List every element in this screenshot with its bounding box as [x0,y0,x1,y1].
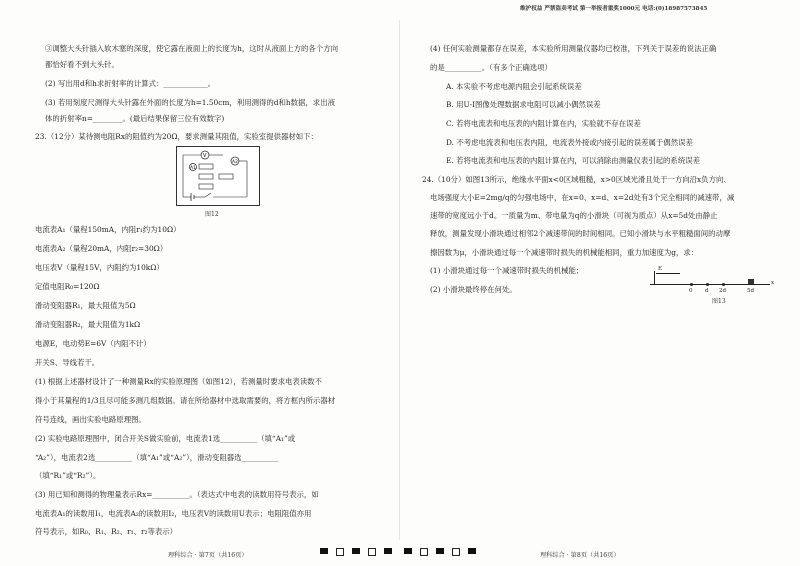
registration-mark [336,548,344,556]
text-line: (3) 若用刻度尺测得大头针露在外面的长度为h=1.50cm，利用测得的d和h数据，求出液 [45,98,335,107]
x-axis [650,284,770,285]
question-line: 符号连线，画出实验电路原理图。 [35,415,146,424]
text-line: 速带的宽度远小于d。一质量为m、带电量为q的小滑块（可视为质点）从x=5d处由静止 [430,211,718,220]
registration-mark [320,548,328,554]
registration-mark [368,548,376,556]
material-item: 电源E，电动势E=6V（内阻不计） [35,339,151,348]
circuit-figure-12 [176,146,260,206]
question-line: （填“R₁”或“R₂”）。 [35,471,101,480]
figure-12-caption: 图12 [205,211,219,218]
speed-bump-marker [690,283,693,286]
question-line: (1) 根据上述器材设计了一种测量Rx的实验原理图（如图12），若测量时要求电表读数不 [35,377,322,386]
question-23-stem: 23.（12分）某待测电阻Rx的阻值约为20Ω，要求测量其阻值，实验室提供器材如下： [35,132,318,141]
question-line: 符号表示，如R₀、R₁、R₂、r₁、r₂等表示） [35,527,178,536]
option-line: E. 若将电流表和电压表的内阻计算在内，可以消除由测量仪表引起的系统误差 [446,156,700,165]
tick-label: 0 [689,288,693,294]
speed-bump-marker [706,283,709,286]
text-line: (2) 小滑块最终停在何处。 [430,285,517,294]
field-label: E [658,266,663,272]
tick-label: d [705,288,709,294]
page-footer-left: 理科综合 · 第7页（共16页） [168,552,248,559]
field-boundary-line [654,271,655,285]
question-24-stem: 24.（10分）如图13所示，绝缘水平面x<0区域粗糙，x>0区域光滑且处于一方向沿x负方向、 [422,175,731,184]
material-item: 电压表V（量程15V，内阻约为10kΩ） [35,263,164,272]
material-item: 滑动变阻器R₂，最大阻值为1kΩ [35,320,141,329]
text-line: 都恰好看不到大头针。 [45,60,119,69]
tick-label: 2d [719,288,727,294]
right-page [400,0,800,566]
option-line: C. 若将电流表和电压表的内阻计算在内，实验就不存在误差 [446,119,641,128]
option-line: B. 用U-I图像处理数据求电阻可以减小偶然误差 [446,100,601,109]
text-line: 擦因数为μ，小滑块通过每一个减速带时损失的机械能相同，重力加速度为g，求： [430,248,699,257]
material-item: 开关S、导线若干。 [35,358,100,367]
material-item: 定值电阻R₀=120Ω [35,282,100,291]
field-arrow-line [656,273,680,274]
question-line: 电流表A₁的读数用I₁，电流表A₂的读数用I₂，电压表V的读数用U表示；电阻阻值亦用 [35,509,312,518]
material-item: 电流表A₂（量程20mA，内阻r₂=30Ω） [35,244,168,253]
text-line: ③调整大头针插入软木塞的深度，使它露在液面上的长度为h，这时从液面上方的各个方向 [45,44,338,53]
circuit-drawing [177,147,259,205]
material-item: 电流表A₁（量程150mA，内阻r₁约为10Ω） [35,225,181,234]
speed-bump-marker [722,283,725,286]
question-line: (3) 用已知和测得的物理量表示Rx=__________。（表达式中电表的读数用符号表示，如 [35,490,319,499]
figure-13-caption: 图13 [712,298,726,305]
text-line: 电场强度大小E=2mg/q的匀强电场中，在x=0、x=d、x=2d处有3个完全相同的减速带，减 [430,193,735,202]
page-header: 维护权益 严禁盗卖考试 第一举报者重奖1000元 电话:(0)18987573845 [520,6,708,12]
question-line: (2) 实验电路原理图中，闭合开关S做实验前，电流表1选__________（填“A₁”或 [35,434,296,443]
text-line: (2) 写出用d和h求折射率的计算式：____________。 [45,79,216,88]
svg-text:A1: A1 [190,166,196,171]
svg-text:A2: A2 [232,160,238,165]
page-footer-right: 理科综合 · 第8页（共16页） [540,552,620,559]
x-axis-label: x [771,280,775,286]
tick-label: 5d [747,288,755,294]
text-line: 的是__________。（有多个正确选项） [430,63,552,72]
text-line: (4) 任何实验测量都存在误差，本实验所用测量仪器均已校准，下列关于误差的说法正确 [430,44,717,53]
registration-mark [384,548,392,554]
question-line: “A₂”），电流表2选__________（填“A₁”或“A₂”），滑动变阻器选__________ [35,453,279,462]
registration-mark [352,548,360,554]
question-line: 得小于其量程的1/3且尽可能多测几组数据。请在所给器材中选取需要的，将方框内所示器材 [35,396,336,405]
slider-block [748,279,754,284]
svg-text:V: V [203,153,207,159]
material-item: 滑动变阻器R₁，最大阻值为5Ω [35,301,136,310]
text-line: 体的折射率n=________。(最后结果保留三位有效数字) [45,114,225,123]
text-line: 释放，测量发现小滑块通过相邻2个减速带间的时间相同。已知小滑块与水平粗糙面间的动摩 [430,229,731,238]
option-line: D. 不考虑电流表和电压表内阻，电流表外接或内接引起的误差属于偶然误差 [446,138,693,147]
text-line: (1) 小滑块通过每一个减速带时损失的机械能； [430,266,584,275]
option-line: A. 本实验不考虑电源内阻会引起系统误差 [446,82,582,91]
